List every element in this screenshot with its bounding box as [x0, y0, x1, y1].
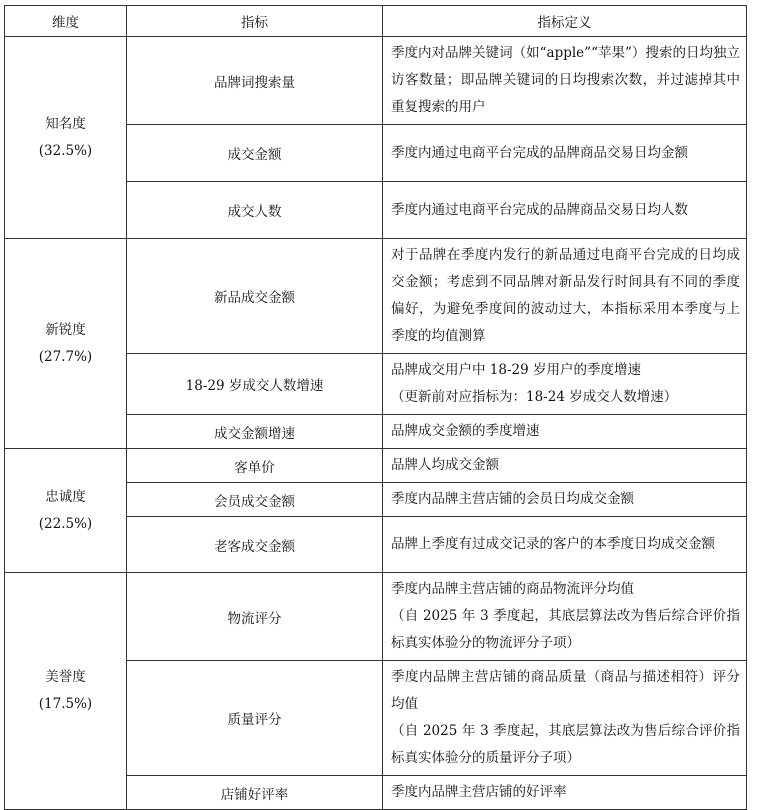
indicator-name: 店铺好评率 [127, 776, 383, 810]
header-row [5, 6, 747, 37]
header-dimension: 维度 [5, 6, 127, 37]
indicator-name: 成交金额增速 [127, 415, 383, 449]
indicator-name: 成交金额 [127, 125, 383, 182]
dimension-name: 新锐度 [45, 321, 86, 338]
indicator-name: 会员成交金额 [127, 483, 383, 517]
table-row [5, 37, 747, 125]
indicator-name: 客单价 [127, 449, 383, 483]
indicator-definition: 季度内通过电商平台完成的品牌商品交易日均金额 [383, 125, 747, 182]
dimension-name: 忠诚度 [45, 488, 86, 505]
indicator-definition-cell [383, 661, 747, 776]
dimension-cell [5, 449, 127, 573]
indicator-definition: 季度内通过电商平台完成的品牌商品交易日均人数 [383, 182, 747, 239]
indicator-note: （自 2025 年 3 季度起，其底层算法改为售后综合评价指标真实体验分的物流评分子项） [391, 608, 740, 651]
dimension-name: 美誉度 [45, 669, 86, 685]
indicator-definition-cell [383, 354, 747, 415]
indicator-name: 18-29 岁成交人数增速 [127, 354, 383, 415]
dimension-weight: (27.7%) [38, 348, 93, 365]
dimension-weight: (17.5%) [38, 696, 93, 712]
header-indicator: 指标 [127, 6, 383, 37]
dimension-cell [5, 573, 127, 810]
indicator-name: 老客成交金额 [127, 517, 383, 573]
indicator-definition: 季度内品牌主营店铺的会员日均成交金额 [383, 483, 747, 517]
indicator-name: 新品成交金额 [127, 239, 383, 354]
header-definition: 指标定义 [383, 6, 747, 37]
table-row [5, 239, 747, 354]
indicator-note: （自 2025 年 3 季度起，其底层算法改为售后综合评价指标真实体验分的质量评分子项） [391, 723, 740, 766]
dimension-cell [5, 37, 127, 239]
indicator-name: 物流评分 [127, 573, 383, 661]
indicator-table [4, 5, 747, 810]
indicator-definition-cell [383, 573, 747, 661]
dimension-weight: (32.5%) [38, 142, 93, 159]
indicator-note: （更新前对应指标为：18-24 岁成交人数增速） [391, 389, 678, 405]
dimension-cell [5, 239, 127, 449]
indicator-definition: 季度内对品牌关键词（如“apple”“苹果”）搜索的日均独立访客数量；即品牌关键词的日均搜索次数，并过滤掉其中重复搜索的用户 [383, 37, 747, 125]
indicator-definition: 品牌人均成交金额 [383, 449, 747, 483]
indicator-definition: 季度内品牌主营店铺的商品物流评分均值 [391, 581, 634, 597]
indicator-definition: 对于品牌在季度内发行的新品通过电商平台完成的日均成交金额；考虑到不同品牌对新品发行时间具有不同的季度偏好，为避免季度间的波动过大，本指标采用本季度与上季度的均值测算 [383, 239, 747, 354]
indicator-name: 成交人数 [127, 182, 383, 239]
table-row [5, 573, 747, 661]
indicator-definition: 品牌成交金额的季度增速 [383, 415, 747, 449]
dimension-weight: (22.5%) [38, 515, 93, 532]
table-row [5, 449, 747, 483]
indicator-name: 质量评分 [127, 661, 383, 776]
indicator-definition: 品牌成交用户中 18-29 岁用户的季度增速 [391, 362, 642, 378]
indicator-definition: 季度内品牌主营店铺的好评率 [383, 776, 747, 810]
indicator-definition: 品牌上季度有过成交记录的客户的本季度日均成交金额 [383, 517, 747, 573]
indicator-name: 品牌词搜索量 [127, 37, 383, 125]
indicator-definition: 季度内品牌主营店铺的商品质量（商品与描述相符）评分均值 [391, 669, 740, 712]
dimension-name: 知名度 [45, 115, 86, 132]
